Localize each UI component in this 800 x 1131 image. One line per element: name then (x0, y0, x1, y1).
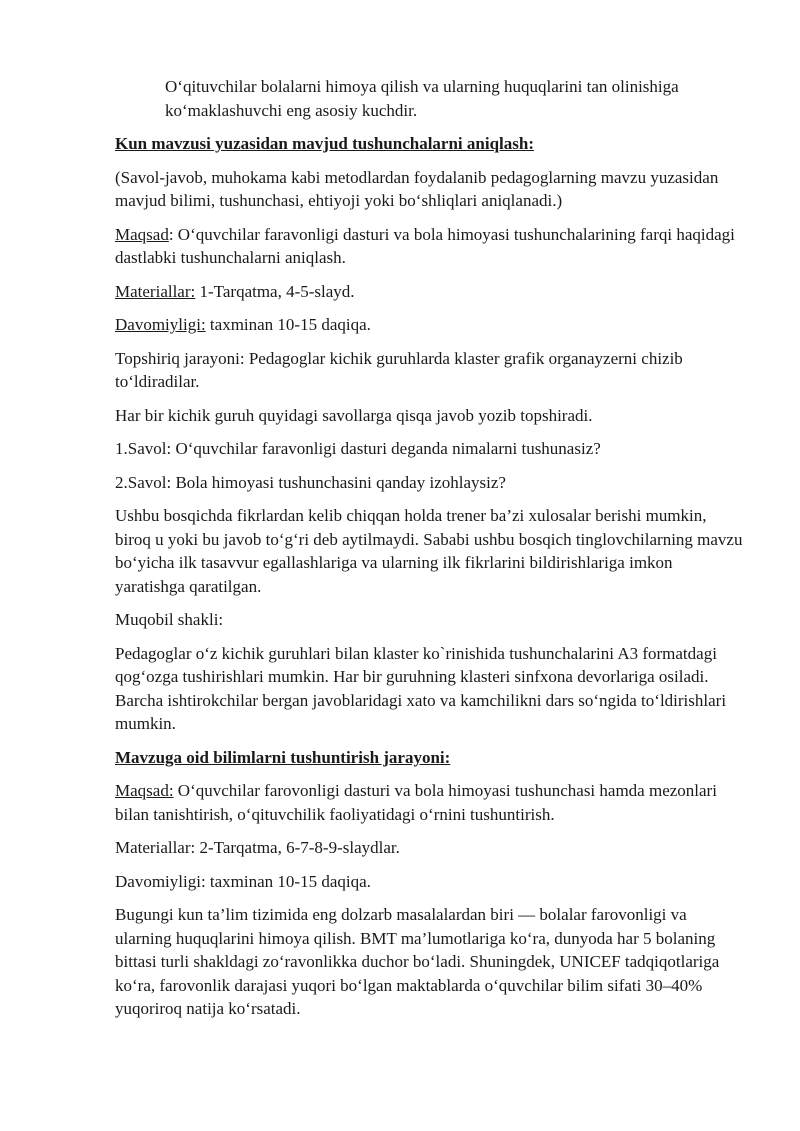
section1-note: (Savol-javob, muhokama kabi metodlardan foydalanib pedagoglarning mavzu yuzasidan mavjud bilimi, tushunchasi, ehtiyoji yoki bo‘shliqlari aniqlanadi.) (115, 167, 719, 210)
materials-label: Materiallar: (115, 281, 196, 301)
section2-heading: Mavzuga oid bilimlarni tushuntirish jarayoni: (115, 747, 451, 767)
alt-text: Pedagoglar o‘z kichik guruhlari bilan klaster ko`rinishida tushunchalarini A3 formatdagi qog‘ozga tushirishlari mumkin. Har bir guruhning klasteri sinfxona devorlariga osiladi. Barcha ishtirokchilar bergan javoblaridagi xato va kamchilikni dars so‘ngida to‘ldirishlari mumkin. (115, 643, 727, 733)
section1-stage-note: Ushbu bosqichda fikrlardan kelib chiqqan holda trener ba’zi xulosalar berishi mumkin, biroq u yoki bu javob to‘g‘ri deb aytilmaydi. Sababi ushbu bosqich tinglovchilarning mavzu bo‘yicha ilk tasavvur egallashlariga va ularning ilk fikrlarini bildirishlariga imkon yaratishga qaratilgan. (115, 506, 743, 596)
goal-text: O‘quvchilar farovonligi dasturi va bola himoyasi tushunchasi hamda mezonlari bilan tanishtirish, o‘qituvchilik faoliyatidagi o‘rnini tushuntirish. (115, 781, 717, 824)
question-2: 2.Savol: Bola himoyasi tushunchasini qanday izohlaysiz? (115, 472, 506, 492)
materials-text: 1-Tarqatma, 4-5-slayd. (195, 281, 355, 301)
section1-duration (115, 313, 745, 337)
goal-label: Maqsad: (115, 781, 174, 800)
section2-duration: Davomiyligi: taxminan 10-15 daqiqa. (115, 871, 371, 891)
section1-each-group: Har bir kichik guruh quyidagi savollarga qisqa javob yozib topshiradi. (115, 405, 593, 425)
alt-label: Muqobil shakli: (115, 610, 224, 629)
section1-heading: Kun mavzusi yuzasidan mavjud tushunchalarni aniqlash: (115, 134, 534, 153)
goal-label: Maqsad (115, 224, 169, 244)
goal-text: : O‘quvchilar faravonligi dasturi va bola himoyasi tushunchalarining farqi haqidagi dastlabki tushunchalarni aniqlash. (115, 224, 735, 267)
section2-body: Bugungi kun ta’lim tizimida eng dolzarb masalalardan biri — bolalar farovonligi va ularning huquqlarini himoya qilish. BMT ma’lumotlariga ko‘ra, dunyoda har 5 bolaning bittasi turli shakldagi zo‘ravonlikka duchor bo‘ladi. Shuningdek, UNICEF tadqiqotlariga ko‘ra, farovonlik darajasi yuqori bo‘lgan maktablarda o‘quvchilar bilim sifati 30–40% yuqoriroq natija ko‘rsatadi. (115, 905, 720, 1018)
section2-goal (115, 779, 745, 826)
section2-materials: Materiallar: 2-Tarqatma, 6-7-8-9-slaydlar. (115, 838, 400, 857)
duration-label: Davomiyligi: (115, 315, 206, 334)
intro-paragraph: O‘qituvchilar bolalarni himoya qilish va ularning huquqlarini tan olinishiga ko‘maklashuvchi eng asosiy kuchdir. (165, 77, 679, 120)
duration-text: taxminan 10-15 daqiqa. (205, 315, 371, 334)
document-page (115, 75, 745, 1031)
section1-materials (115, 280, 745, 304)
question-1: 1.Savol: O‘quvchilar faravonligi dasturi deganda nimalarni tushunasiz? (115, 439, 601, 458)
section1-task: Topshiriq jarayoni: Pedagoglar kichik guruhlarda klaster grafik organayzerni chizib to‘ldiradilar. (115, 348, 683, 391)
section1-goal (115, 223, 745, 270)
